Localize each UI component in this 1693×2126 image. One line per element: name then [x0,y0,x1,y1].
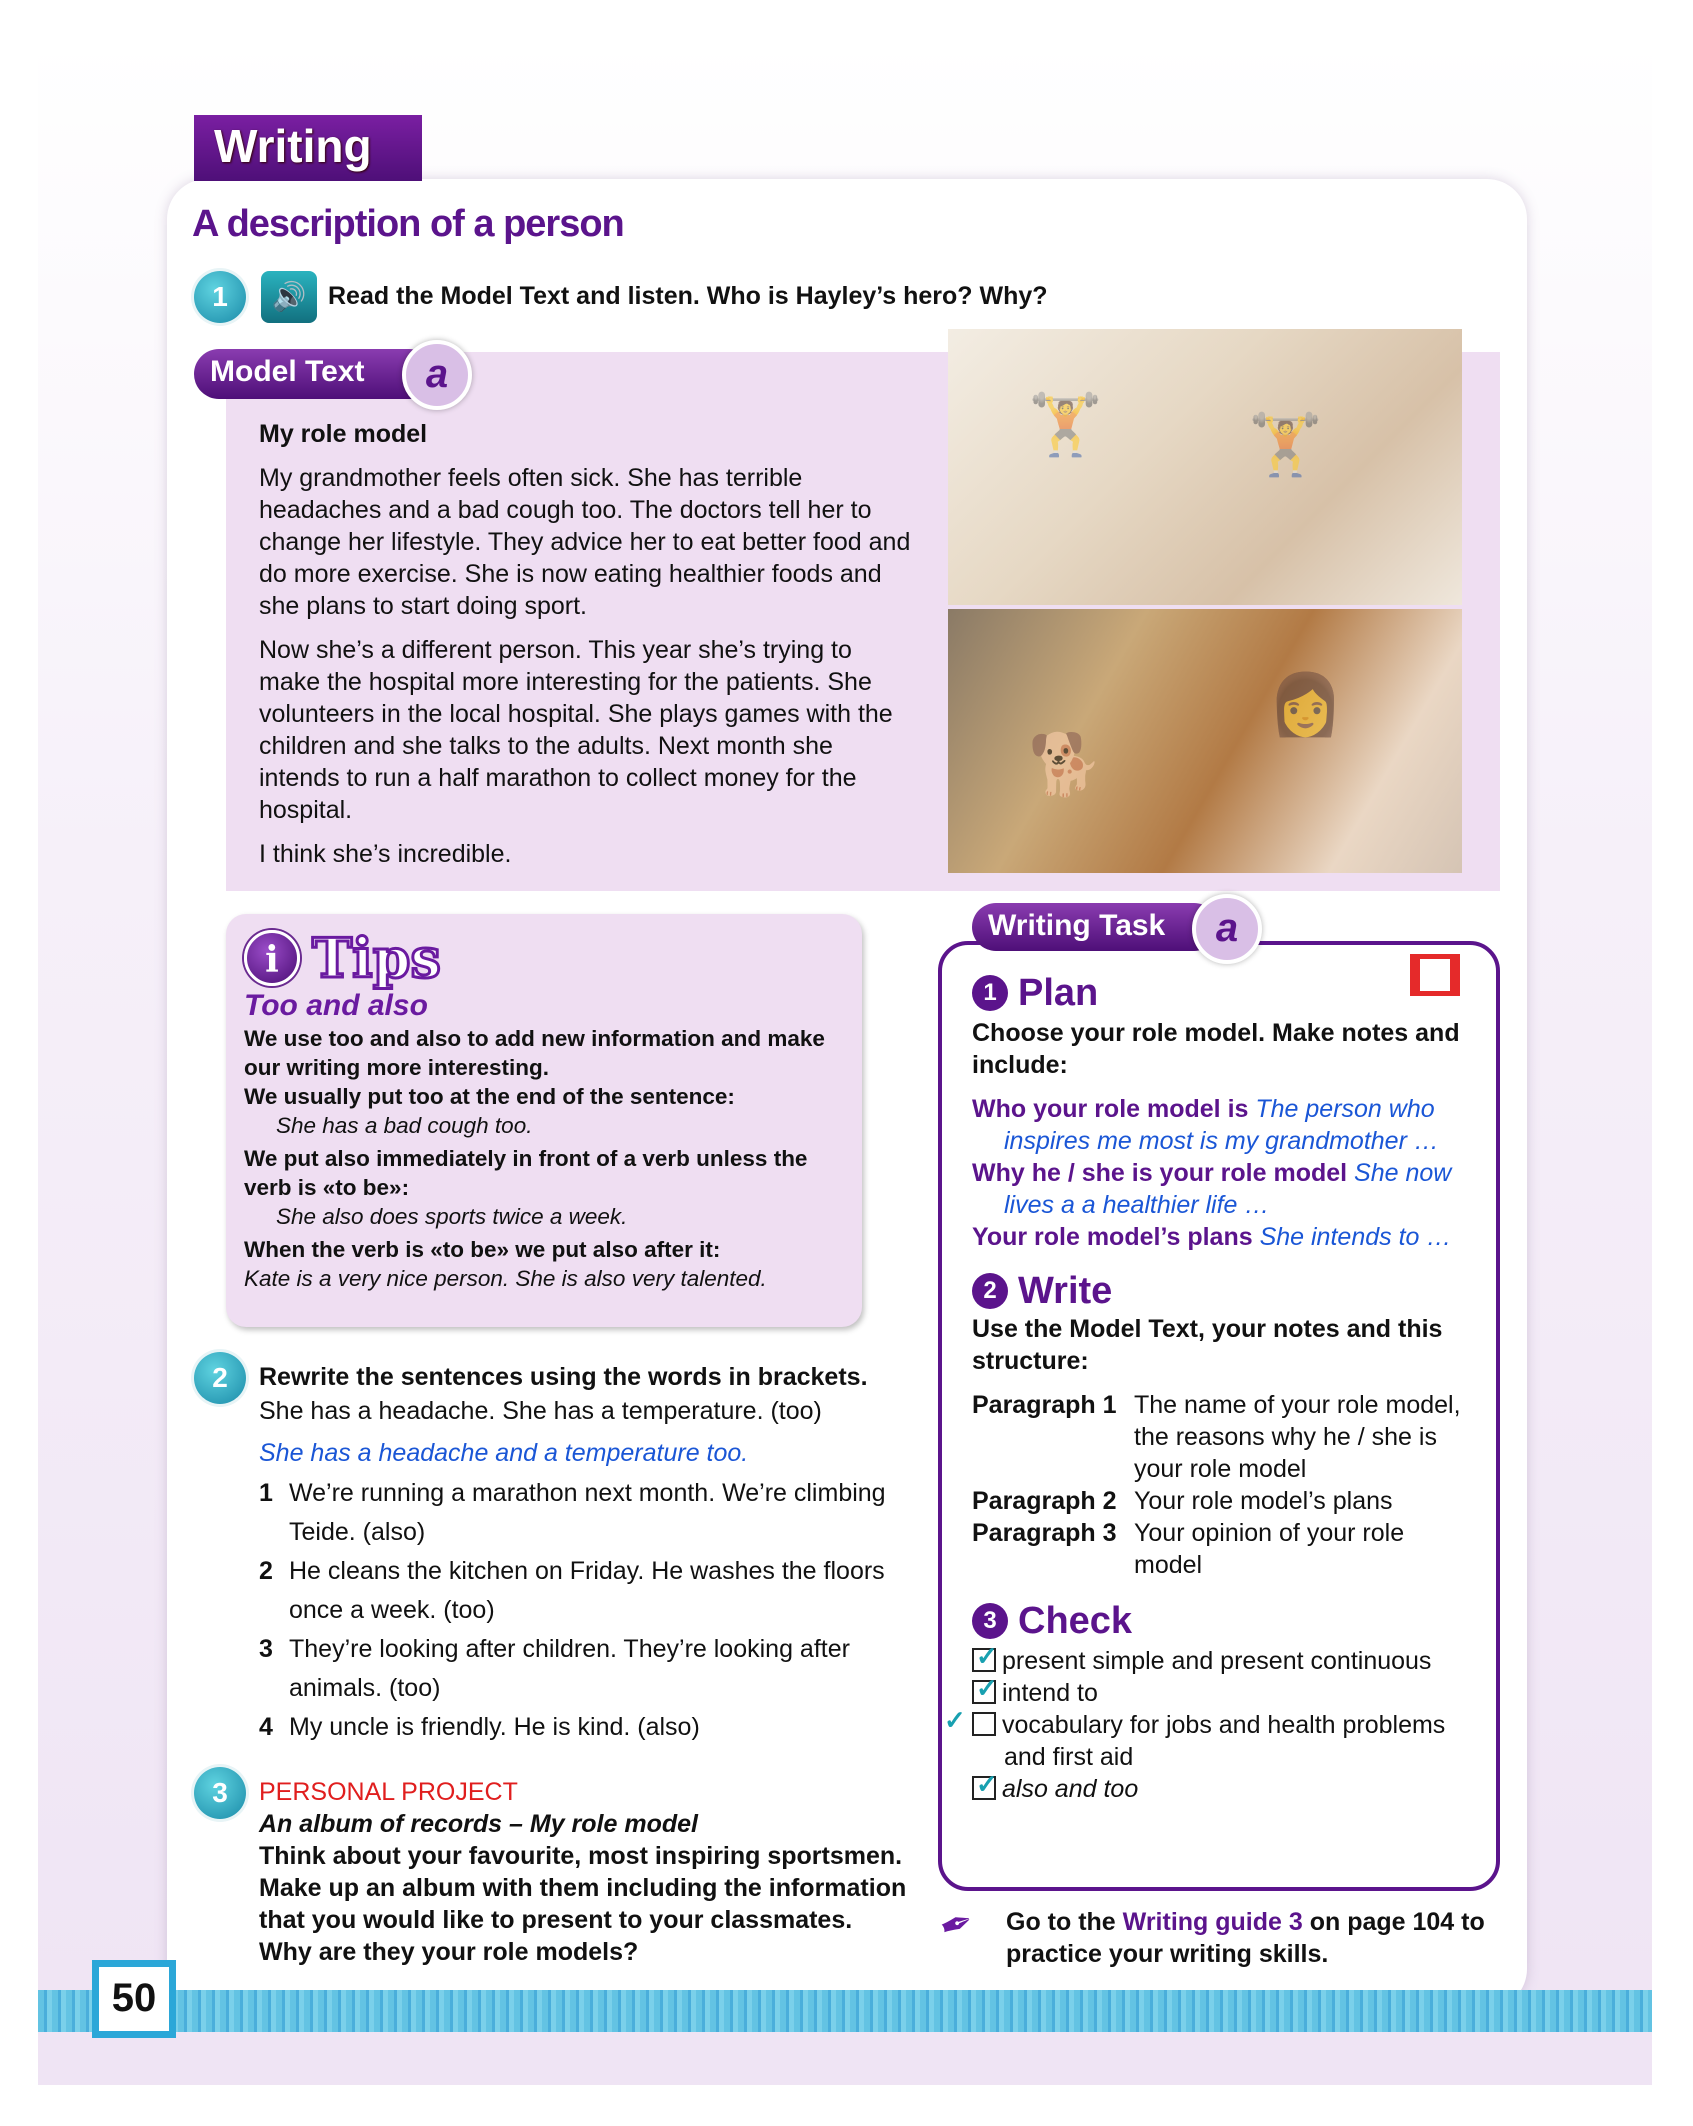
step-title: Check [1018,1600,1133,1642]
exercise-item [259,1552,909,1630]
checkbox-icon[interactable] [972,1680,996,1704]
paragraph-label: Paragraph 3 [972,1519,1117,1547]
pin-icon: a [1192,894,1262,964]
step-number: 1 [972,975,1008,1011]
model-paragraph: My grandmother feels often sick. She has terrible headaches and a bad cough too. The doctors tell her to change her lifestyle. They advice her to eat better food and do more exercise. She is now eating healthier foods and she plans to start doing sport. [259,464,911,620]
tips-title: Tips [312,925,441,990]
paragraph-desc: The name of your role model, the reasons why he / she is your role model [1134,1391,1461,1483]
item-text: My uncle is friendly. He is kind. (also) [289,1713,700,1741]
check-item[interactable] [972,1645,1468,1677]
step-title: Write [1018,1270,1113,1312]
check-label: vocabulary for jobs and health problems and first aid [1002,1711,1446,1771]
go-text: Go to the [1006,1908,1116,1936]
model-text [259,418,919,882]
paragraph-label: Paragraph 1 [972,1391,1117,1419]
prompt-answer: The person who inspires me most is my grandmother … [1004,1095,1439,1155]
structure-row [972,1485,1468,1517]
exercise-number: 1 [194,271,246,323]
item-number: 1 [259,1479,273,1507]
model-paragraph: I think she’s incredible. [259,840,512,868]
page-title: A description of a person [192,203,624,245]
tips-subtitle: Too and also [244,989,428,1022]
check-item[interactable] [972,1709,1468,1773]
plan-heading [972,972,1468,1014]
item-number: 3 [259,1635,273,1663]
exercise-class-photo: 🏋 🏋 [948,329,1462,605]
video-icon[interactable] [1410,954,1460,996]
paragraph-desc: Your role model’s plans [1134,1487,1393,1515]
item-text: He cleans the kitchen on Friday. He washes the floors once a week. (too) [289,1557,885,1624]
tip-example: Kate is a very nice person. She is also very talented. [244,1266,767,1291]
checkbox-icon[interactable] [972,1712,996,1736]
item-text: We’re running a marathon next month. We’re climbing Teide. (also) [289,1479,886,1546]
tip-example: She has a bad cough too. [276,1113,533,1138]
pin-icon: a [402,340,472,410]
decorative-band [38,1990,1652,2032]
plan-prompt [972,1157,1468,1221]
prompt-label: Who your role model is [972,1095,1249,1123]
paragraph-desc: Your opinion of your role model [1134,1519,1405,1579]
project-subtitle: An album of records – My role model [259,1810,698,1838]
item-number: 2 [259,1557,273,1585]
exercise-2 [259,1360,909,1747]
write-heading [972,1270,1468,1312]
writing-task-box [938,941,1500,1891]
model-text-label: Model Text [194,349,434,399]
check-item[interactable] [972,1773,1468,1805]
prompt-label: Why he / she is your role model [972,1159,1348,1187]
structure-row [972,1389,1468,1485]
check-label: intend to [1002,1679,1098,1707]
write-intro: Use the Model Text, your notes and this structure: [972,1315,1443,1375]
tip-line: We use too and also to add new information and make our writing more interesting. [244,1026,825,1080]
tips-box [226,914,862,1327]
exercise-item [259,1474,909,1552]
plan-intro: Choose your role model. Make notes and include: [972,1019,1460,1079]
tip-line: We put also immediately in front of a verb unless the verb is «to be»: [244,1146,808,1200]
exercise-item [259,1708,909,1747]
tip-line: When the verb is «to be» we put also after it: [244,1237,721,1262]
prompt-answer: She intends to … [1259,1223,1452,1251]
exercise-number: 2 [194,1352,246,1404]
writing-task-label: Writing Task [972,903,1218,951]
model-paragraph: Now she’s a different person. This year she’s trying to make the hospital more interesting for the patients. She volunteers in the local hospital. She plays games with the children and she talks to the adults. Next month she intends to run a half marathon to collect money for the hospital. [259,636,893,824]
step-number: 3 [972,1603,1008,1639]
go-text: on page 104 to practice your writing skills. [1006,1908,1485,1968]
writing-guide-reference [1006,1906,1496,1970]
plan-prompt [972,1093,1468,1157]
exercise-2-instruction: Rewrite the sentences using the words in brackets. [259,1363,868,1391]
info-icon: i [244,930,300,986]
section-tab: Writing [194,115,422,181]
tip-line: We usually put too at the end of the sentence: [244,1084,735,1109]
step-title: Plan [1018,972,1099,1014]
page-number: 50 [92,1960,176,2038]
project-text: Think about your favourite, most inspiring sportsmen. Make up an album with them including the information that you would like to present to your classmates. Why are they your role models? [259,1842,907,1966]
step-number: 2 [972,1273,1008,1309]
paragraph-label: Paragraph 2 [972,1487,1117,1515]
speaker-icon[interactable]: 🔊 [261,271,317,323]
pen-icon: ✒ [933,1898,981,1952]
hospital-dog-photo: 🐕 👩 [948,609,1462,873]
model-text-heading: My role model [259,420,428,448]
prompt-answer: She now lives a a healthier life … [1004,1159,1452,1219]
item-number: 4 [259,1713,273,1741]
exercise-1-instruction: Read the Model Text and listen. Who is Hayley’s hero? Why? [328,282,1048,310]
check-item[interactable] [972,1677,1468,1709]
exercise-number: 3 [194,1767,246,1819]
checkbox-icon[interactable] [972,1648,996,1672]
personal-project-label: PERSONAL PROJECT [259,1778,518,1806]
check-label: also and too [1002,1775,1139,1803]
example-sentence: She has a headache. She has a temperature. (too) [259,1397,822,1425]
check-label: present simple and present continuous [1002,1647,1432,1675]
tip-example: She also does sports twice a week. [276,1204,628,1229]
check-heading [972,1600,1468,1642]
exercise-item [259,1630,909,1708]
prompt-label: Your role model’s plans [972,1223,1253,1251]
exercise-3 [259,1776,909,1968]
writing-guide-link[interactable]: Writing guide 3 [1122,1908,1303,1936]
item-text: They’re looking after children. They’re looking after animals. (too) [289,1635,850,1702]
structure-row [972,1517,1468,1581]
checkbox-icon[interactable] [972,1776,996,1800]
example-answer: She has a headache and a temperature too. [259,1439,749,1467]
plan-prompt [972,1221,1468,1253]
